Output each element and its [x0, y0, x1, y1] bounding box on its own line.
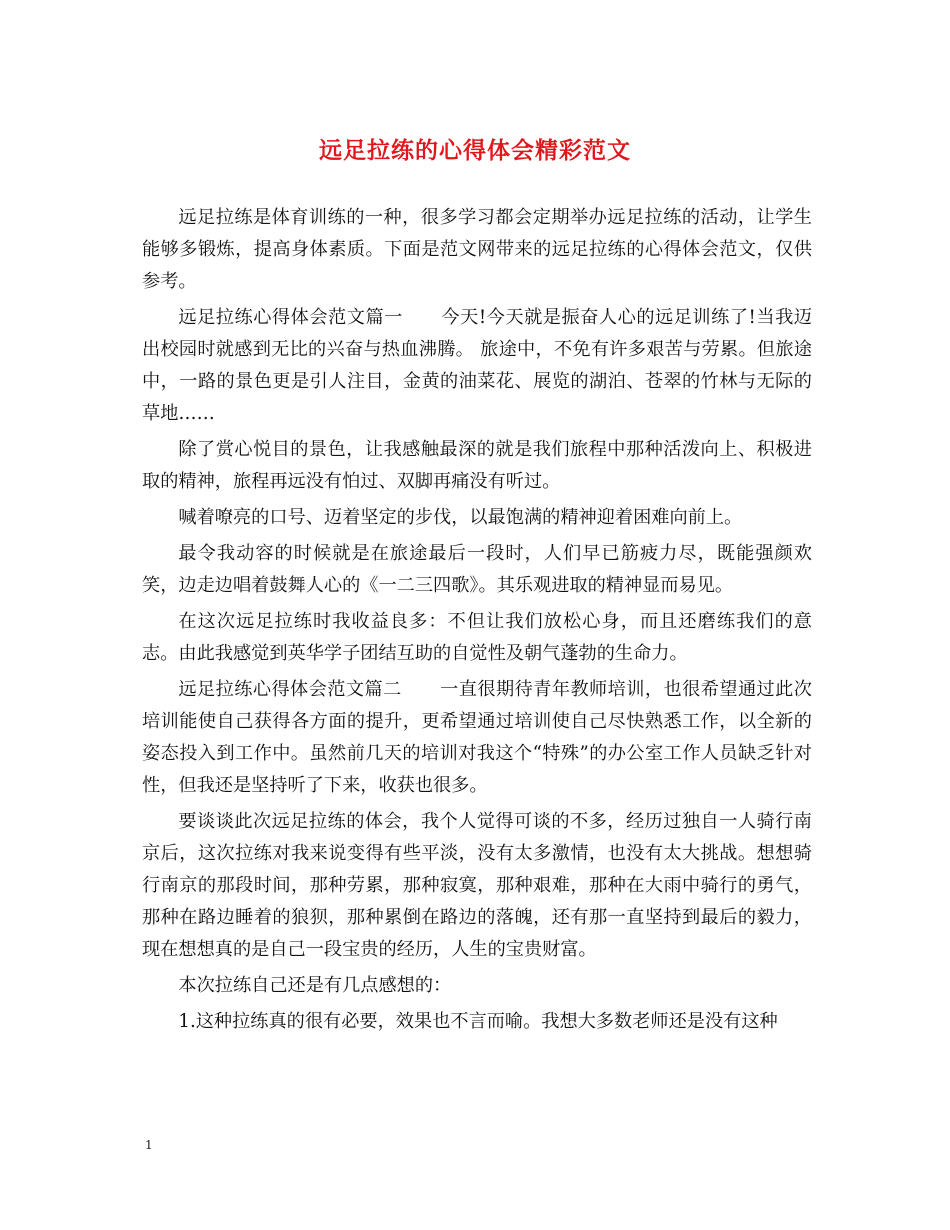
paragraph-list-item	[142, 1006, 812, 1038]
paragraph	[142, 806, 812, 966]
document-title: 远足拉练的心得体会精彩范文	[319, 137, 631, 164]
document-body	[142, 202, 812, 1042]
paragraph-essay-two-start	[142, 674, 812, 802]
paragraph-text: 远足拉练是体育训练的一种，很多学习都会定期举办远足拉练的活动，让学生能够多锻炼，提高身体素质。下面是范文网带来的远足拉练的心得体会范文，仅供参考。	[142, 207, 812, 292]
paragraph	[142, 502, 812, 534]
page-number: 1	[145, 1138, 153, 1152]
paragraph-essay-one-start	[142, 302, 812, 430]
paragraph-text: 在这次远足拉练时我收益良多：不但让我们放松心身，而且还磨练我们的意志。由此我感觉到英华学子团结互助的自觉性及朝气蓬勃的生命力。	[142, 611, 812, 664]
paragraph-text: 1.这种拉练真的很有必要，效果也不言而喻。我想大多数老师还是没有这种	[178, 1011, 778, 1032]
paragraph-intro	[142, 202, 812, 298]
paragraph-text: 喊着嘹亮的口号、迈着坚定的步伐，以最饱满的精神迎着困难向前上。	[178, 507, 743, 528]
paragraph-text: 最令我动容的时候就是在旅途最后一段时，人们早已筋疲力尽，既能强颜欢笑，边走边唱着鼓舞人心的《一二三四歌》。其乐观进取的精神显而易见。	[142, 543, 812, 596]
paragraph-text: 今天!今天就是振奋人心的远足训练了!当我迈出校园时就感到无比的兴奋与热血沸腾。 旅途中，不免有许多艰苦与劳累。但旅途中，一路的景色更是引人注目，金黄的油菜花、展览的湖泊、苍翠的竹林与无际的草地……	[142, 307, 812, 424]
paragraph-text: 除了赏心悦目的景色，让我感触最深的就是我们旅程中那种活泼向上、积极进取的精神，旅程再远没有怕过、双脚再痛没有听过。	[142, 439, 812, 492]
section-heading: 远足拉练心得体会范文篇一	[178, 307, 403, 328]
paragraph-text: 一直很期待青年教师培训，也很希望通过此次培训能使自己获得各方面的提升，更希望通过培训使自己尽快熟悉工作，以全新的姿态投入到工作中。虽然前几天的培训对我这个“特殊”的办公室工作人员缺乏针对性，但我还是坚持听了下来，收获也很多。	[142, 679, 812, 796]
paragraph-text: 本次拉练自己还是有几点感想的：	[178, 975, 452, 996]
paragraph	[142, 434, 812, 498]
paragraph-text: 要谈谈此次远足拉练的体会，我个人觉得可谈的不多，经历过独自一人骑行南京后，这次拉练对我来说变得有些平淡，没有太多激情，也没有太大挑战。想想骑行南京的那段时间，那种劳累，那种寂寞，那种艰难，那种在大雨中骑行的勇气，那种在路边睡着的狼狈，那种累倒在路边的落魄，还有那一直坚持到最后的毅力，现在想想真的是自己一段宝贵的经历，人生的宝贵财富。	[142, 811, 812, 960]
section-heading: 远足拉练心得体会范文篇二	[178, 679, 402, 700]
paragraph	[142, 538, 812, 602]
paragraph	[142, 606, 812, 670]
paragraph	[142, 970, 812, 1002]
